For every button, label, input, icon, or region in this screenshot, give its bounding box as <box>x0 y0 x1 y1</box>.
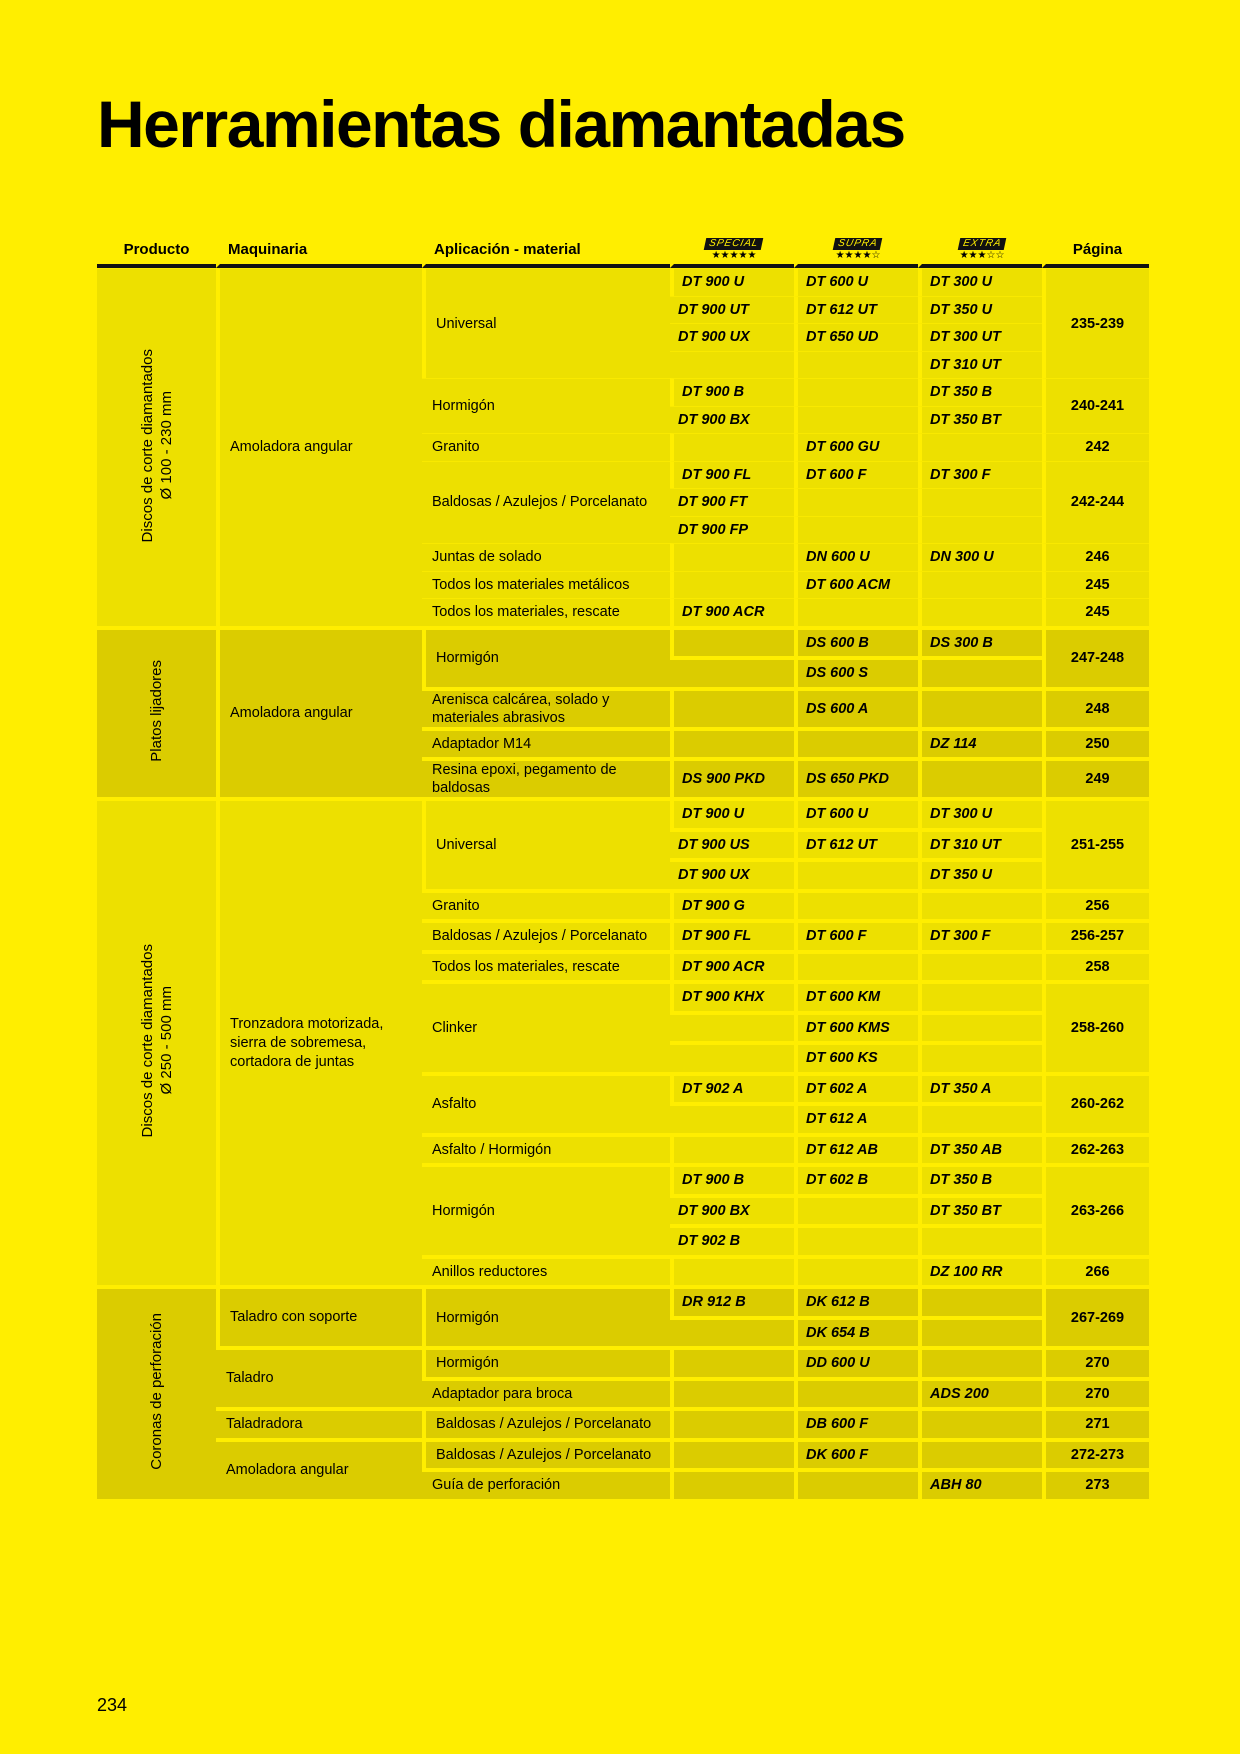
extra-product-cell: DT 350 A <box>918 1072 1042 1103</box>
page-reference-cell: 256-257 <box>1042 919 1149 950</box>
supra-product-cell <box>794 378 918 406</box>
application-cell: Guía de perforación <box>422 1468 670 1499</box>
page-reference-cell: 258-260 <box>1042 980 1149 1072</box>
extra-product-cell <box>918 889 1042 920</box>
supra-product-cell: DT 600 GU <box>794 433 918 461</box>
table-row <box>97 1346 1149 1377</box>
product-category-cell <box>97 626 216 798</box>
header-tier-special <box>670 224 794 268</box>
special-product-cell: DT 900 FL <box>670 461 794 489</box>
supra-product-cell: DK 600 F <box>794 1438 918 1469</box>
extra-product-cell: DZ 114 <box>918 727 1042 758</box>
special-product-cell: DT 900 FT <box>670 488 794 516</box>
page-reference-cell: 248 <box>1042 687 1149 727</box>
page-reference-cell: 266 <box>1042 1255 1149 1286</box>
application-cell: Baldosas / Azulejos / Porcelanato <box>422 919 670 950</box>
application-cell: Hormigón <box>422 1346 670 1377</box>
page-reference-cell: 267-269 <box>1042 1285 1149 1346</box>
product-group <box>97 797 1149 1285</box>
extra-product-cell: DN 300 U <box>918 543 1042 571</box>
product-table <box>97 224 1149 1499</box>
supra-product-cell: DT 600 F <box>794 461 918 489</box>
header-aplicacion: Aplicación - material <box>422 224 670 268</box>
special-product-cell: DT 900 B <box>670 1163 794 1194</box>
special-product-cell: DT 900 G <box>670 889 794 920</box>
supra-product-cell <box>794 727 918 758</box>
application-cell: Baldosas / Azulejos / Porcelanato <box>422 1407 670 1438</box>
special-product-cell: DT 900 FP <box>670 516 794 544</box>
special-product-cell <box>670 626 794 657</box>
extra-product-cell <box>918 488 1042 516</box>
table-row <box>97 268 1149 296</box>
supra-product-cell <box>794 516 918 544</box>
page-reference-cell: 245 <box>1042 571 1149 599</box>
extra-product-cell: DT 350 B <box>918 378 1042 406</box>
special-product-cell <box>670 727 794 758</box>
supra-product-cell <box>794 406 918 434</box>
page-reference-cell: 242-244 <box>1042 461 1149 544</box>
extra-product-cell: DT 300 U <box>918 268 1042 296</box>
extra-product-cell <box>918 1438 1042 1469</box>
application-cell: Clinker <box>422 980 670 1072</box>
supra-product-cell <box>794 488 918 516</box>
extra-product-cell <box>918 1346 1042 1377</box>
special-product-cell: DT 900 B <box>670 378 794 406</box>
page-reference-cell: 240-241 <box>1042 378 1149 433</box>
extra-product-cell: ADS 200 <box>918 1377 1042 1408</box>
special-product-cell <box>670 1468 794 1499</box>
supra-product-cell <box>794 950 918 981</box>
supra-product-cell <box>794 889 918 920</box>
application-cell: Universal <box>422 797 670 889</box>
supra-product-cell: DT 600 F <box>794 919 918 950</box>
special-product-cell <box>670 1438 794 1469</box>
page-title: Herramientas diamantadas <box>97 87 905 161</box>
application-cell: Adaptador M14 <box>422 727 670 758</box>
application-cell: Todos los materiales metálicos <box>422 571 670 599</box>
extra-product-cell <box>918 980 1042 1011</box>
machinery-cell: Taladro con soporte <box>216 1285 422 1346</box>
extra-product-cell: DT 300 U <box>918 797 1042 828</box>
page-reference-cell: 260-262 <box>1042 1072 1149 1133</box>
special-product-cell: DT 902 B <box>670 1224 794 1255</box>
header-tier-supra <box>794 224 918 268</box>
supra-product-cell <box>794 1255 918 1286</box>
supra-product-cell: DK 654 B <box>794 1316 918 1347</box>
supra-product-cell: DT 600 U <box>794 268 918 296</box>
product-category-cell <box>97 1285 216 1499</box>
extra-product-cell <box>918 1041 1042 1072</box>
page-reference-cell: 270 <box>1042 1377 1149 1408</box>
table-row <box>97 797 1149 828</box>
product-group <box>97 268 1149 626</box>
special-product-cell: DT 900 BX <box>670 406 794 434</box>
application-cell: Asfalto / Hormigón <box>422 1133 670 1164</box>
extra-product-cell: ABH 80 <box>918 1468 1042 1499</box>
page-reference-cell: 256 <box>1042 889 1149 920</box>
special-product-cell <box>670 1255 794 1286</box>
special-product-cell <box>670 1407 794 1438</box>
application-cell: Resina epoxi, pegamento de baldosas <box>422 757 670 797</box>
special-product-cell: DS 900 PKD <box>670 757 794 797</box>
table-header <box>97 224 1149 268</box>
supra-product-cell: DT 612 A <box>794 1102 918 1133</box>
application-cell: Anillos reductores <box>422 1255 670 1286</box>
header-maquinaria: Maquinaria <box>216 224 422 268</box>
machinery-cell: Taladro <box>216 1346 422 1407</box>
page-reference-cell: 235-239 <box>1042 268 1149 378</box>
header-tier-extra <box>918 224 1042 268</box>
special-product-cell: DT 900 UT <box>670 296 794 324</box>
supra-product-cell: DS 600 A <box>794 687 918 727</box>
application-cell: Arenisca calcárea, solado y materiales abrasivos <box>422 687 670 727</box>
product-category-label: Discos de corte diamantados Ø 100 - 230 mm <box>138 348 175 542</box>
product-category-label: Platos lijadores <box>148 660 165 763</box>
page-reference-cell: 270 <box>1042 1346 1149 1377</box>
product-category-cell <box>97 268 216 626</box>
extra-product-cell <box>918 1224 1042 1255</box>
supra-product-cell <box>794 351 918 379</box>
special-product-cell: DT 900 U <box>670 797 794 828</box>
extra-product-cell <box>918 571 1042 599</box>
application-cell: Todos los materiales, rescate <box>422 950 670 981</box>
table-row <box>97 1438 1149 1469</box>
special-product-cell: DT 900 KHX <box>670 980 794 1011</box>
supra-product-cell: DT 600 KMS <box>794 1011 918 1042</box>
supra-product-cell: DB 600 F <box>794 1407 918 1438</box>
extra-product-cell: DT 350 U <box>918 858 1042 889</box>
special-product-cell <box>670 1377 794 1408</box>
extra-product-cell <box>918 656 1042 687</box>
tier-badge: SPECIAL <box>704 238 764 250</box>
special-product-cell <box>670 687 794 727</box>
extra-product-cell <box>918 950 1042 981</box>
supra-product-cell: DT 612 AB <box>794 1133 918 1164</box>
extra-product-cell: DT 350 B <box>918 1163 1042 1194</box>
special-product-cell: DT 900 UX <box>670 858 794 889</box>
machinery-cell: Tronzadora motorizada, sierra de sobremesa, cortadora de juntas <box>216 797 422 1285</box>
special-product-cell: DT 900 BX <box>670 1194 794 1225</box>
special-product-cell <box>670 1041 794 1072</box>
header-producto: Producto <box>97 224 216 268</box>
page-reference-cell: 245 <box>1042 598 1149 626</box>
page-reference-cell: 247-248 <box>1042 626 1149 687</box>
application-cell: Adaptador para broca <box>422 1377 670 1408</box>
extra-product-cell <box>918 598 1042 626</box>
table-row <box>97 1285 1149 1316</box>
page-reference-cell: 263-266 <box>1042 1163 1149 1255</box>
supra-product-cell: DD 600 U <box>794 1346 918 1377</box>
supra-product-cell: DT 612 UT <box>794 828 918 859</box>
extra-product-cell: DT 300 F <box>918 461 1042 489</box>
special-product-cell: DT 902 A <box>670 1072 794 1103</box>
application-cell: Hormigón <box>422 626 670 687</box>
application-cell: Baldosas / Azulejos / Porcelanato <box>422 1438 670 1469</box>
application-cell: Hormigón <box>422 1285 670 1346</box>
page-reference-cell: 249 <box>1042 757 1149 797</box>
machinery-cell: Amoladora angular <box>216 268 422 626</box>
page-reference-cell: 250 <box>1042 727 1149 758</box>
special-product-cell: DT 900 FL <box>670 919 794 950</box>
supra-product-cell <box>794 1377 918 1408</box>
supra-product-cell: DT 600 KS <box>794 1041 918 1072</box>
extra-product-cell <box>918 516 1042 544</box>
special-product-cell <box>670 1011 794 1042</box>
product-group <box>97 1285 1149 1499</box>
special-product-cell <box>670 351 794 379</box>
stars-icon: ★★★★★ <box>711 250 757 261</box>
page-reference-cell: 271 <box>1042 1407 1149 1438</box>
page-reference-cell: 258 <box>1042 950 1149 981</box>
extra-product-cell <box>918 1407 1042 1438</box>
special-product-cell: DT 900 ACR <box>670 950 794 981</box>
application-cell: Universal <box>422 268 670 378</box>
extra-product-cell <box>918 1285 1042 1316</box>
application-cell: Hormigón <box>422 1163 670 1255</box>
page-reference-cell: 242 <box>1042 433 1149 461</box>
special-product-cell <box>670 1346 794 1377</box>
special-product-cell <box>670 571 794 599</box>
application-cell: Juntas de solado <box>422 543 670 571</box>
special-product-cell <box>670 1316 794 1347</box>
stars-icon: ★★★☆☆ <box>959 250 1005 261</box>
extra-product-cell: DT 300 F <box>918 919 1042 950</box>
product-category-label: Discos de corte diamantados Ø 250 - 500 mm <box>138 944 175 1138</box>
extra-product-cell <box>918 1316 1042 1347</box>
special-product-cell <box>670 543 794 571</box>
special-product-cell <box>670 1133 794 1164</box>
supra-product-cell: DT 600 ACM <box>794 571 918 599</box>
supra-product-cell: DN 600 U <box>794 543 918 571</box>
extra-product-cell <box>918 757 1042 797</box>
supra-product-cell: DK 612 B <box>794 1285 918 1316</box>
product-category-cell <box>97 797 216 1285</box>
supra-product-cell: DT 602 A <box>794 1072 918 1103</box>
extra-product-cell <box>918 433 1042 461</box>
application-cell: Hormigón <box>422 378 670 433</box>
page-number: 234 <box>97 1695 128 1715</box>
supra-product-cell <box>794 1224 918 1255</box>
application-cell: Granito <box>422 433 670 461</box>
extra-product-cell: DT 350 BT <box>918 406 1042 434</box>
supra-product-cell: DT 600 U <box>794 797 918 828</box>
supra-product-cell: DS 600 B <box>794 626 918 657</box>
extra-product-cell: DS 300 B <box>918 626 1042 657</box>
page-reference-cell: 262-263 <box>1042 1133 1149 1164</box>
machinery-cell: Amoladora angular <box>216 626 422 798</box>
application-cell: Todos los materiales, rescate <box>422 598 670 626</box>
supra-product-cell <box>794 1194 918 1225</box>
supra-product-cell: DT 602 B <box>794 1163 918 1194</box>
special-product-cell <box>670 656 794 687</box>
table-row <box>97 626 1149 657</box>
special-product-cell <box>670 1102 794 1133</box>
supra-product-cell <box>794 598 918 626</box>
supra-product-cell: DT 612 UT <box>794 296 918 324</box>
supra-product-cell: DS 600 S <box>794 656 918 687</box>
special-product-cell <box>670 433 794 461</box>
special-product-cell: DT 900 UX <box>670 323 794 351</box>
application-cell: Asfalto <box>422 1072 670 1133</box>
header-pagina: Página <box>1042 224 1149 268</box>
table-row <box>97 1407 1149 1438</box>
machinery-cell: Taladradora <box>216 1407 422 1438</box>
page-reference-cell: 251-255 <box>1042 797 1149 889</box>
extra-product-cell: DT 350 U <box>918 296 1042 324</box>
product-group <box>97 626 1149 798</box>
product-category-label: Coronas de perforación <box>148 1313 165 1471</box>
tier-badge: SUPRA <box>833 238 883 250</box>
extra-product-cell: DT 350 AB <box>918 1133 1042 1164</box>
product-table-wrapper <box>97 224 1149 1499</box>
supra-product-cell: DS 650 PKD <box>794 757 918 797</box>
extra-product-cell: DZ 100 RR <box>918 1255 1042 1286</box>
supra-product-cell: DT 650 UD <box>794 323 918 351</box>
extra-product-cell: DT 310 UT <box>918 351 1042 379</box>
special-product-cell: DT 900 US <box>670 828 794 859</box>
page-reference-cell: 246 <box>1042 543 1149 571</box>
page-reference-cell: 272-273 <box>1042 1438 1149 1469</box>
application-cell: Granito <box>422 889 670 920</box>
application-cell: Baldosas / Azulejos / Porcelanato <box>422 461 670 544</box>
extra-product-cell <box>918 1011 1042 1042</box>
supra-product-cell: DT 600 KM <box>794 980 918 1011</box>
extra-product-cell: DT 310 UT <box>918 828 1042 859</box>
extra-product-cell <box>918 687 1042 727</box>
tier-badge: EXTRA <box>958 238 1007 250</box>
page-reference-cell: 273 <box>1042 1468 1149 1499</box>
supra-product-cell <box>794 1468 918 1499</box>
special-product-cell: DT 900 ACR <box>670 598 794 626</box>
supra-product-cell <box>794 858 918 889</box>
special-product-cell: DT 900 U <box>670 268 794 296</box>
extra-product-cell: DT 350 BT <box>918 1194 1042 1225</box>
stars-icon: ★★★★☆ <box>835 250 881 261</box>
special-product-cell: DR 912 B <box>670 1285 794 1316</box>
extra-product-cell: DT 300 UT <box>918 323 1042 351</box>
extra-product-cell <box>918 1102 1042 1133</box>
machinery-cell: Amoladora angular <box>216 1438 422 1499</box>
